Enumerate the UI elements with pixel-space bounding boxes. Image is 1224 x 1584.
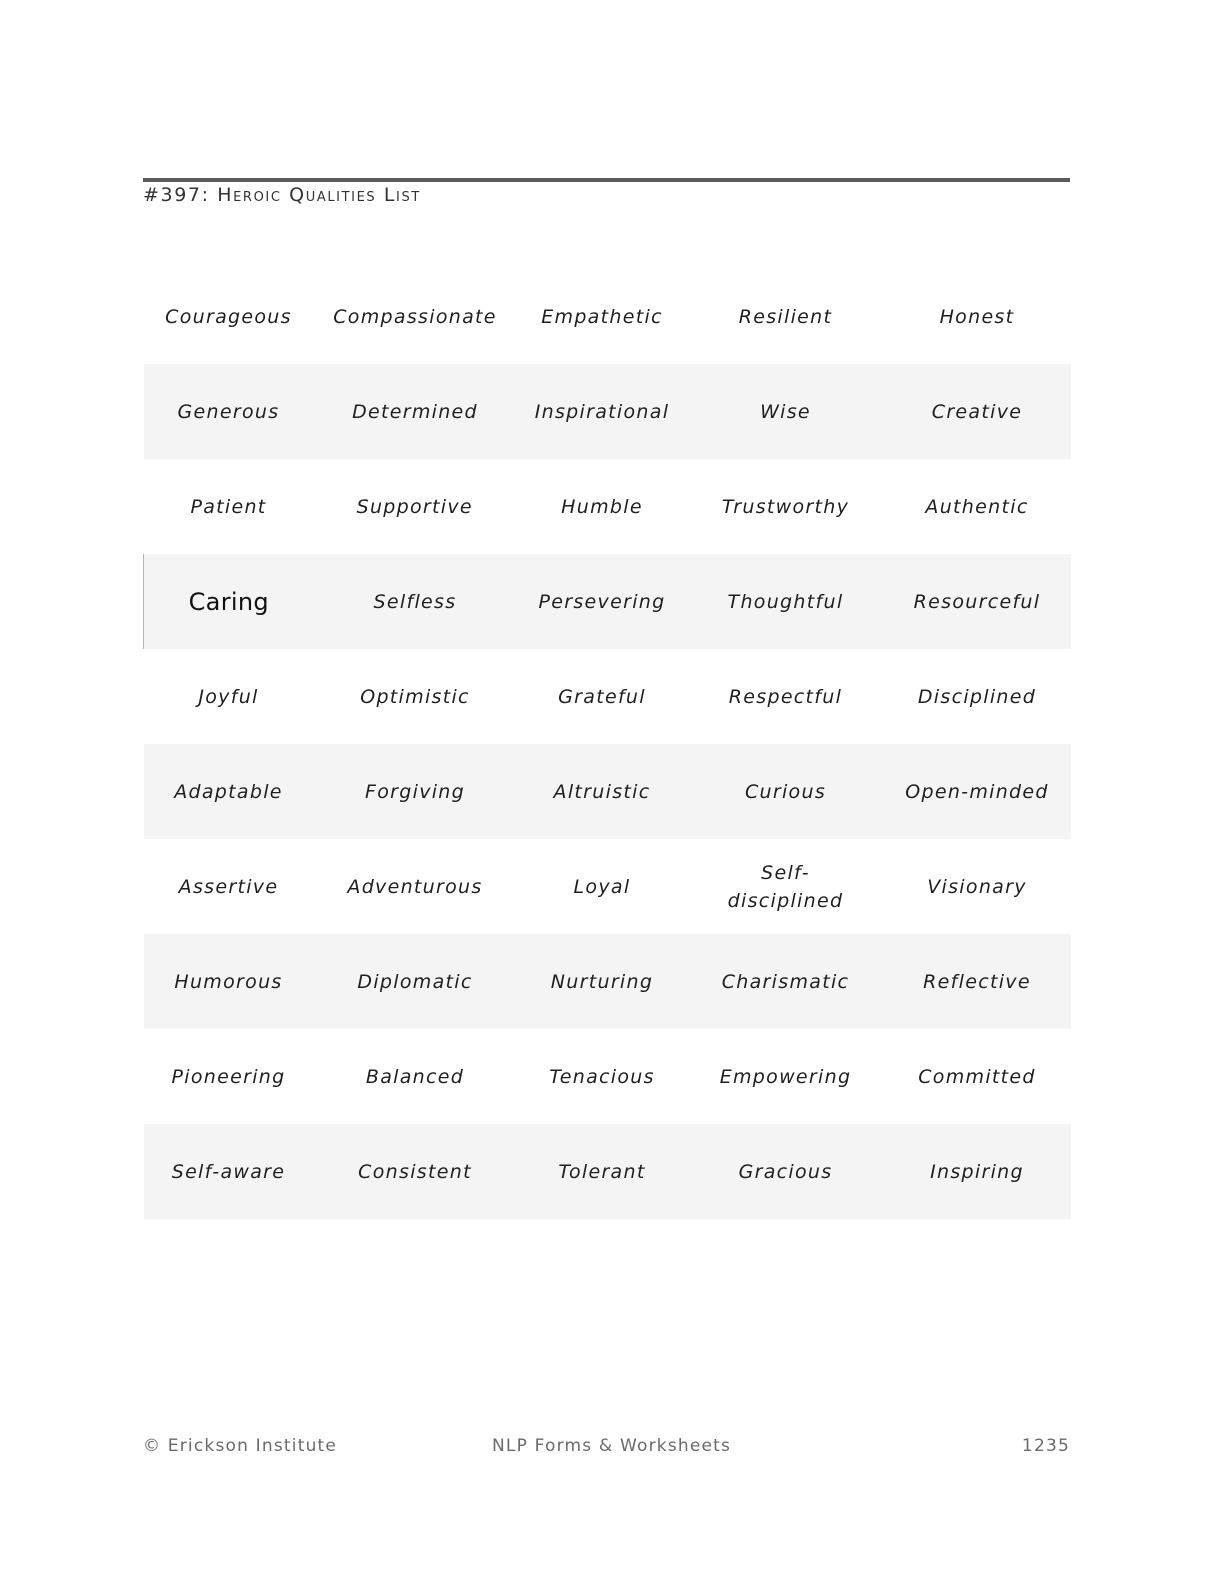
quality-cell[interactable]: Loyal bbox=[573, 875, 631, 898]
quality-cell[interactable]: Creative bbox=[884, 364, 1071, 459]
footer-page-number: 1235 bbox=[1021, 1436, 1070, 1456]
quality-cell[interactable]: Gracious bbox=[688, 1124, 884, 1219]
quality-cell[interactable]: Optimistic bbox=[360, 685, 470, 708]
quality-cell[interactable]: Patient bbox=[190, 495, 267, 518]
quality-cell[interactable]: Authentic bbox=[925, 495, 1029, 518]
header-rule bbox=[143, 178, 1070, 182]
quality-cell[interactable]: Resilient bbox=[738, 305, 833, 328]
quality-cell[interactable]: Supportive bbox=[356, 495, 473, 518]
page-footer bbox=[143, 1436, 1070, 1460]
quality-cell[interactable]: Self- disciplined bbox=[727, 861, 844, 912]
quality-cell[interactable]: Visionary bbox=[927, 875, 1027, 898]
table-row bbox=[144, 649, 1071, 744]
quality-cell-active[interactable]: Caring bbox=[144, 554, 314, 649]
quality-cell[interactable]: Diplomatic bbox=[314, 934, 517, 1029]
table-row bbox=[144, 934, 1071, 1029]
quality-cell[interactable]: Humorous bbox=[144, 934, 314, 1029]
quality-cell[interactable]: Joyful bbox=[198, 685, 259, 708]
quality-cell[interactable]: Consistent bbox=[314, 1124, 517, 1219]
quality-cell[interactable]: Self-aware bbox=[144, 1124, 314, 1219]
quality-cell[interactable]: Pioneering bbox=[171, 1065, 286, 1088]
table-row bbox=[144, 554, 1071, 649]
quality-cell[interactable]: Trustworthy bbox=[721, 495, 850, 518]
quality-cell[interactable]: Wise bbox=[688, 364, 884, 459]
table-row bbox=[144, 744, 1071, 839]
quality-cell[interactable]: Assertive bbox=[178, 875, 279, 898]
quality-cell[interactable]: Curious bbox=[688, 744, 884, 839]
quality-cell[interactable]: Courageous bbox=[165, 305, 292, 328]
quality-cell[interactable]: Adaptable bbox=[144, 744, 314, 839]
quality-cell[interactable]: Tenacious bbox=[549, 1065, 655, 1088]
quality-cell[interactable]: Grateful bbox=[558, 685, 646, 708]
table-row bbox=[144, 1029, 1071, 1124]
table-row bbox=[144, 1124, 1071, 1219]
quality-cell[interactable]: Resourceful bbox=[884, 554, 1071, 649]
quality-cell[interactable]: Humble bbox=[561, 495, 643, 518]
quality-cell[interactable]: Empowering bbox=[719, 1065, 852, 1088]
footer-book-title: NLP Forms & Worksheets bbox=[492, 1436, 732, 1456]
quality-cell[interactable]: Compassionate bbox=[333, 305, 497, 328]
quality-cell[interactable]: Inspirational bbox=[517, 364, 688, 459]
quality-cell[interactable]: Respectful bbox=[728, 685, 843, 708]
table-row bbox=[144, 269, 1071, 364]
footer-copyright: © Erickson Institute bbox=[143, 1436, 338, 1456]
quality-cell[interactable]: Determined bbox=[314, 364, 517, 459]
quality-cell[interactable]: Altruistic bbox=[517, 744, 688, 839]
quality-cell[interactable]: Selfless bbox=[314, 554, 517, 649]
quality-cell[interactable]: Adventurous bbox=[347, 875, 483, 898]
document-page bbox=[143, 0, 1070, 1584]
quality-cell[interactable]: Reflective bbox=[884, 934, 1071, 1029]
quality-cell[interactable]: Charismatic bbox=[688, 934, 884, 1029]
quality-cell[interactable]: Persevering bbox=[517, 554, 688, 649]
page-title bbox=[143, 184, 421, 206]
table-row bbox=[144, 839, 1071, 934]
qualities-table bbox=[143, 269, 1071, 1219]
worksheet-title: Heroic Qualities List bbox=[217, 184, 421, 206]
quality-cell[interactable]: Balanced bbox=[365, 1065, 465, 1088]
table-row bbox=[144, 364, 1071, 459]
quality-cell[interactable]: Thoughtful bbox=[688, 554, 884, 649]
quality-cell[interactable]: Forgiving bbox=[314, 744, 517, 839]
quality-cell[interactable]: Disciplined bbox=[917, 685, 1037, 708]
quality-cell[interactable]: Committed bbox=[918, 1065, 1036, 1088]
quality-cell[interactable]: Tolerant bbox=[517, 1124, 688, 1219]
quality-cell[interactable]: Nurturing bbox=[517, 934, 688, 1029]
quality-cell[interactable]: Inspiring bbox=[884, 1124, 1071, 1219]
quality-cell[interactable]: Honest bbox=[939, 305, 1015, 328]
quality-cell[interactable]: Open-minded bbox=[884, 744, 1071, 839]
quality-cell[interactable]: Empathetic bbox=[541, 305, 663, 328]
table-row bbox=[144, 459, 1071, 554]
quality-cell[interactable]: Generous bbox=[144, 364, 314, 459]
worksheet-number: #397: bbox=[143, 184, 210, 206]
